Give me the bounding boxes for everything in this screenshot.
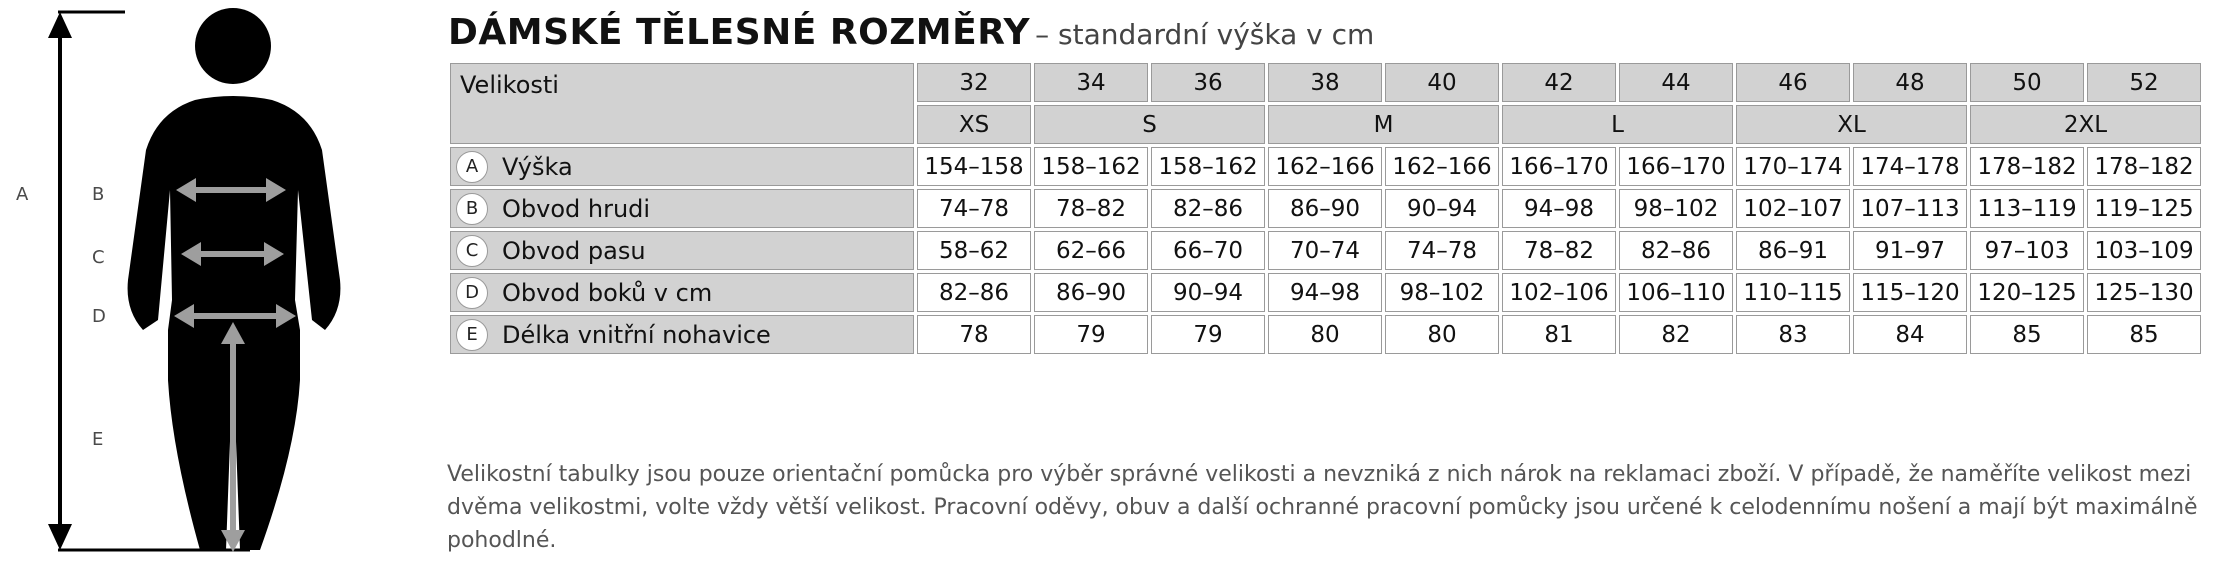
size-number-cell: 46 — [1735, 62, 1852, 104]
size-chart-table — [447, 60, 2204, 357]
measurement-value-cell: 86–90 — [1267, 188, 1384, 230]
size-letter-cell: 2XL — [1969, 104, 2203, 146]
measurement-value-cell: 94–98 — [1267, 272, 1384, 314]
measurement-value-cell: 102–107 — [1735, 188, 1852, 230]
measurement-value-cell: 154–158 — [916, 146, 1033, 188]
measurement-value-cell: 125–130 — [2086, 272, 2203, 314]
measurement-value-cell: 78–82 — [1501, 230, 1618, 272]
figure-letter-b: B — [92, 184, 105, 205]
size-number-cell: 42 — [1501, 62, 1618, 104]
measurement-badge: B — [456, 193, 488, 225]
size-corner-label: Velikosti — [449, 62, 916, 146]
measurement-value-cell: 84 — [1852, 314, 1969, 356]
measurement-label: Délka vnitřní nohavice — [502, 320, 771, 349]
measurement-value-cell: 78–82 — [1033, 188, 1150, 230]
measurement-value-cell: 103–109 — [2086, 230, 2203, 272]
measurement-value-cell: 83 — [1735, 314, 1852, 356]
measurement-value-cell: 178–182 — [2086, 146, 2203, 188]
size-number-cell: 44 — [1618, 62, 1735, 104]
measurement-value-cell: 82–86 — [1618, 230, 1735, 272]
measurement-value-cell: 90–94 — [1150, 272, 1267, 314]
size-letter-cell: M — [1267, 104, 1501, 146]
measurement-value-cell: 115–120 — [1852, 272, 1969, 314]
measurement-value-cell: 98–102 — [1618, 188, 1735, 230]
size-number-cell: 32 — [916, 62, 1033, 104]
measurement-label-cell — [449, 146, 916, 188]
measurement-value-cell: 120–125 — [1969, 272, 2086, 314]
measurement-value-cell: 82 — [1618, 314, 1735, 356]
measurement-value-cell: 162–166 — [1267, 146, 1384, 188]
measurement-value-cell: 80 — [1267, 314, 1384, 356]
figure-drawing — [0, 0, 420, 567]
measurement-value-cell: 166–170 — [1501, 146, 1618, 188]
measurement-value-cell: 82–86 — [916, 272, 1033, 314]
measurement-label: Výška — [502, 152, 573, 181]
size-number-cell: 48 — [1852, 62, 1969, 104]
measurement-value-cell: 70–74 — [1267, 230, 1384, 272]
measurement-value-cell: 110–115 — [1735, 272, 1852, 314]
measurement-value-cell: 102–106 — [1501, 272, 1618, 314]
measurement-value-cell: 91–97 — [1852, 230, 1969, 272]
page-title — [448, 12, 1374, 53]
measurement-value-cell: 85 — [1969, 314, 2086, 356]
measurement-value-cell: 98–102 — [1384, 272, 1501, 314]
measurement-value-cell: 62–66 — [1033, 230, 1150, 272]
measurement-value-cell: 85 — [2086, 314, 2203, 356]
size-number-cell: 36 — [1150, 62, 1267, 104]
measurement-value-cell: 58–62 — [916, 230, 1033, 272]
measurement-value-cell: 158–162 — [1150, 146, 1267, 188]
size-number-cell: 50 — [1969, 62, 2086, 104]
measurement-value-cell: 170–174 — [1735, 146, 1852, 188]
size-number-cell: 34 — [1033, 62, 1150, 104]
measurement-label: Obvod boků v cm — [502, 278, 713, 307]
measurement-label-cell — [449, 272, 916, 314]
body-measurement-figure — [0, 0, 420, 567]
measurement-value-cell: 81 — [1501, 314, 1618, 356]
measurement-label-cell — [449, 230, 916, 272]
measurement-value-cell: 86–91 — [1735, 230, 1852, 272]
measurement-value-cell: 94–98 — [1501, 188, 1618, 230]
measurement-value-cell: 74–78 — [1384, 230, 1501, 272]
title-main: DÁMSKÉ TĚLESNÉ ROZMĚRY — [448, 12, 1031, 53]
measurement-value-cell: 74–78 — [916, 188, 1033, 230]
measurement-label: Obvod pasu — [502, 236, 646, 265]
size-number-row — [449, 62, 2203, 104]
measurement-badge: A — [456, 151, 488, 183]
measurement-row — [449, 230, 2203, 272]
figure-letter-e: E — [92, 429, 104, 450]
size-letter-cell: S — [1033, 104, 1267, 146]
size-letter-cell: XL — [1735, 104, 1969, 146]
measurement-value-cell: 90–94 — [1384, 188, 1501, 230]
measurement-value-cell: 79 — [1150, 314, 1267, 356]
figure-letter-a: A — [16, 184, 29, 205]
size-letter-cell: L — [1501, 104, 1735, 146]
measurement-row — [449, 146, 2203, 188]
measurement-label-cell — [449, 188, 916, 230]
size-number-cell: 52 — [2086, 62, 2203, 104]
measurement-value-cell: 86–90 — [1033, 272, 1150, 314]
measurement-label: Obvod hrudi — [502, 194, 651, 223]
measurement-value-cell: 162–166 — [1384, 146, 1501, 188]
measurement-value-cell: 107–113 — [1852, 188, 1969, 230]
title-subtitle: – standardní výška v cm — [1035, 18, 1375, 51]
measurement-value-cell: 106–110 — [1618, 272, 1735, 314]
size-number-cell: 40 — [1384, 62, 1501, 104]
measurement-rows — [449, 146, 2203, 356]
measurement-row — [449, 272, 2203, 314]
measurement-value-cell: 66–70 — [1150, 230, 1267, 272]
measurement-value-cell: 79 — [1033, 314, 1150, 356]
measurement-value-cell: 119–125 — [2086, 188, 2203, 230]
measurement-value-cell: 78 — [916, 314, 1033, 356]
measurement-value-cell: 82–86 — [1150, 188, 1267, 230]
size-number-cell: 38 — [1267, 62, 1384, 104]
measurement-value-cell: 166–170 — [1618, 146, 1735, 188]
measurement-badge: D — [456, 277, 488, 309]
size-letter-cell: XS — [916, 104, 1033, 146]
measurement-row — [449, 188, 2203, 230]
measurement-value-cell: 158–162 — [1033, 146, 1150, 188]
measurement-label-cell — [449, 314, 916, 356]
measurement-value-cell: 113–119 — [1969, 188, 2086, 230]
figure-letter-d: D — [92, 306, 106, 327]
measurement-value-cell: 97–103 — [1969, 230, 2086, 272]
height-arrow-up — [48, 12, 72, 38]
measurement-row — [449, 314, 2203, 356]
measurement-value-cell: 174–178 — [1852, 146, 1969, 188]
figure-letter-c: C — [92, 247, 105, 268]
measurement-badge: E — [456, 319, 488, 351]
measurement-badge: C — [456, 235, 488, 267]
measurement-value-cell: 178–182 — [1969, 146, 2086, 188]
measurement-value-cell: 80 — [1384, 314, 1501, 356]
height-arrow-down — [48, 524, 72, 550]
disclaimer-note: Velikostní tabulky jsou pouze orientační pomůcka pro výběr správné velikosti a nevzniká z nich nárok na reklamaci zboží. V případě, že naměříte velikost mezi dvěma velikostmi, volte vždy větší velikost. Pracovní oděvy, obuv a další ochranné pracovní pomůcky jsou určené k celodennímu nošení a mají být maximálně pohodlné. — [447, 462, 2198, 553]
